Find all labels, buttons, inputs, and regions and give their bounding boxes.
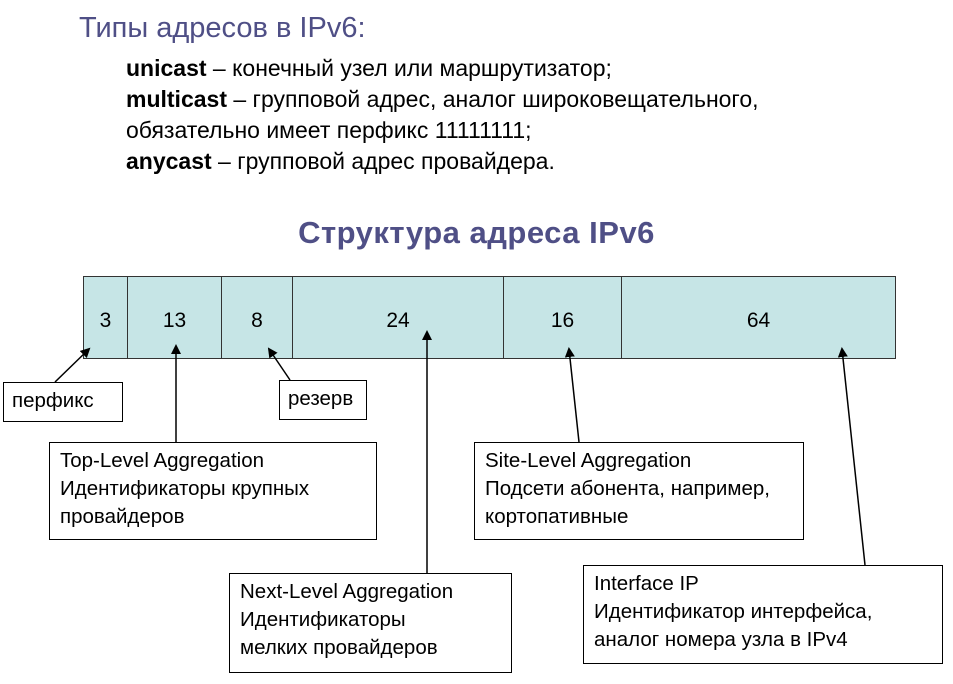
- type-desc: – групповой адрес провайдера.: [211, 148, 555, 174]
- field-nla: 24: [293, 276, 504, 359]
- label-reserve: резерв: [279, 380, 367, 420]
- slide-heading: Типы адресов в IPv6:: [79, 12, 366, 44]
- type-term: unicast: [126, 55, 207, 81]
- arrow-sla: [569, 349, 579, 442]
- arrow-prefix: [55, 349, 89, 382]
- type-desc: – конечный узел или маршрутизатор;: [206, 55, 612, 81]
- label-top-level-aggregation: Top-Level Aggregation Идентификаторы крупных провайдеров: [49, 442, 377, 540]
- field-sla: 16: [504, 276, 622, 359]
- type-term: multicast: [126, 86, 227, 112]
- diagram-title: Структура адреса IPv6: [298, 215, 655, 250]
- field-tla: 13: [128, 276, 222, 359]
- type-desc: обязательно имеет перфикс 11111111;: [126, 117, 532, 143]
- label-interface-ip: Interface IP Идентификатор интерфейса, аналог номера узла в IPv4: [583, 565, 943, 664]
- arrow-interface: [842, 349, 865, 565]
- field-prefix: 3: [83, 276, 128, 359]
- label-next-level-aggregation: Next-Level Aggregation Идентификаторы мелких провайдеров: [229, 573, 512, 673]
- label-site-level-aggregation: Site-Level Aggregation Подсети абонента, например, кортопативные: [474, 442, 804, 540]
- field-interface: 64: [622, 276, 896, 359]
- type-term: anycast: [126, 148, 212, 174]
- arrow-reserved: [269, 349, 290, 380]
- label-prefix: перфикс: [3, 382, 123, 422]
- field-reserved: 8: [222, 276, 293, 359]
- type-desc: – групповой адрес, аналог широковещательного,: [226, 86, 759, 112]
